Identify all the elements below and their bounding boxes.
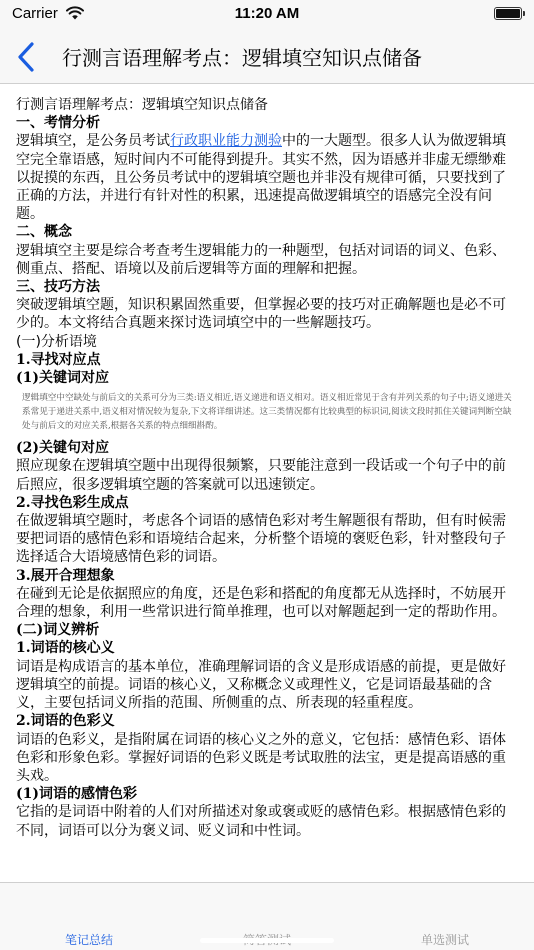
paragraph-color-meaning: 词语的色彩义，是指附属在词语的核心义之外的意义，它包括：感情色彩、语体色彩和形象色彩。掌握好词语的色彩义既是考试取胜的法宝，更是提高语感的重头戏。 — [16, 731, 506, 784]
battery-icon — [494, 7, 522, 20]
home-indicator — [200, 938, 334, 943]
article-content[interactable] — [0, 84, 534, 882]
tab-label: 单选测试 — [420, 933, 469, 947]
paragraph-core-meaning: 词语是构成语言的基本单位，准确理解词语的含义是形成语感的前提，更是做好逻辑填空的前提。词语的核心义，又称概念义或理性义，它是词语最基础的含义，主要包括词义所指的范围、所侧重的点、所表现的轻重程度。 — [16, 658, 506, 712]
heading-imagination: 3.展开合理想象 — [16, 567, 115, 584]
heading-find-correspondence: 1.寻找对应点 — [16, 351, 101, 368]
heading-keyword-correspondence: (1)关键词对应 — [16, 370, 109, 387]
heading-emotional-color: (1)词语的感情色彩 — [16, 786, 137, 803]
heading-key-sentence: (2)关键句对应 — [16, 440, 109, 457]
paragraph-emotional-color: 它指的是词语中附着的人们对所描述对象或褒或贬的感情色彩。根据感情色彩的不同，词语可以分为褒义词、贬义词和中性词。 — [16, 804, 506, 839]
paragraph-methods: 突破逻辑填空题，知识积累固然重要，但掌握必要的技巧对正确解题也是必不可少的。本文将结合真题来探讨选词填空中的一些解题技巧。 — [16, 297, 506, 332]
clock: 11:20 AM — [234, 5, 300, 22]
subsection-heading-meaning: (二)词义辨析 — [16, 622, 100, 639]
paragraph-text: 中的一大题型。很多人认为做逻辑填空完全靠语感，短时间内不可能得到提升。其实不然，因为语感并非虚无缥缈难以捉摸的东西，且公务员考试中的逻辑填空题也并非没有规律可循，只要找到了正确的方法，并进行有针对性的积累，迅速提高做逻辑填空的语感完全没有问题。 — [16, 133, 506, 223]
paragraph-text: 逻辑填空，是公务员考试 — [16, 133, 170, 150]
subsection-heading-context: (一)分析语境 — [16, 333, 97, 350]
carrier-label: Carrier — [12, 5, 58, 22]
chevron-left-icon — [8, 36, 48, 78]
article-title: 行测言语理解考点：逻辑填空知识点储备 — [16, 97, 268, 113]
paragraph-imagination: 在碰到无论是依据照应的角度，还是色彩和搭配的角度都无从选择时，不妨展开合理的想象，利用一些常识进行简单推理，也可以对解题起到一定的帮助作用。 — [16, 585, 506, 621]
paragraph-key-sentence: 照应现象在逻辑填空题中出现得很频繁，只要能注意到一段话或一个句子中的前后照应，很多逻辑填空题的答案就可以迅速锁定。 — [16, 458, 506, 493]
section-heading-1: 一、考情分析 — [16, 115, 100, 132]
heading-core-meaning: 1.词语的核心义 — [16, 640, 115, 657]
heading-color-meaning: 2.词语的色彩义 — [16, 713, 115, 730]
xingce-link[interactable]: 行政职业能力测验 — [170, 133, 282, 150]
section-heading-2: 二、概念 — [16, 224, 72, 241]
scanned-text-image: 逻辑填空中空缺处与前后文的关系可分为三类:语义相近,语义递进和语义相对。语义相近常见于含有并列关系的句子中;语义递进关系常见于递进关系中,语义相对情况较为复杂,下文将详细讲述。这三类情况都有比较典型的标识词,阅读文段时抓住关键词判断空缺处与前后文的对应关系,根据各关系的特点细细斟酌。 — [22, 393, 512, 432]
status-bar — [0, 0, 534, 30]
paragraph-color-point: 在做逻辑填空题时，考虑各个词语的感情色彩对考生解题很有帮助，但有时候需要把词语的感情色彩和语境结合起来，分析整个语境的褒贬色彩，针对整段句子选择适合大语境感情色彩的词语。 — [16, 513, 506, 566]
tab-label: 笔记总结 — [64, 933, 113, 947]
back-button[interactable] — [8, 36, 48, 78]
page-title: 行测言语理解考点：逻辑填空知识点储备 — [62, 46, 422, 70]
paragraph-concept: 逻辑填空主要是综合考查考生逻辑能力的一种题型，包括对词语的词义、色彩、侧重点、搭配、语境以及前后逻辑等方面的理解和把握。 — [16, 242, 506, 277]
tab-notes-summary[interactable] — [0, 883, 178, 950]
paragraph-exam-analysis — [16, 132, 518, 223]
tab-single-choice-test[interactable] — [356, 883, 534, 950]
section-heading-3: 三、技巧方法 — [16, 279, 100, 296]
heading-color-point: 2.寻找色彩生成点 — [16, 494, 129, 511]
navigation-bar — [0, 30, 534, 84]
